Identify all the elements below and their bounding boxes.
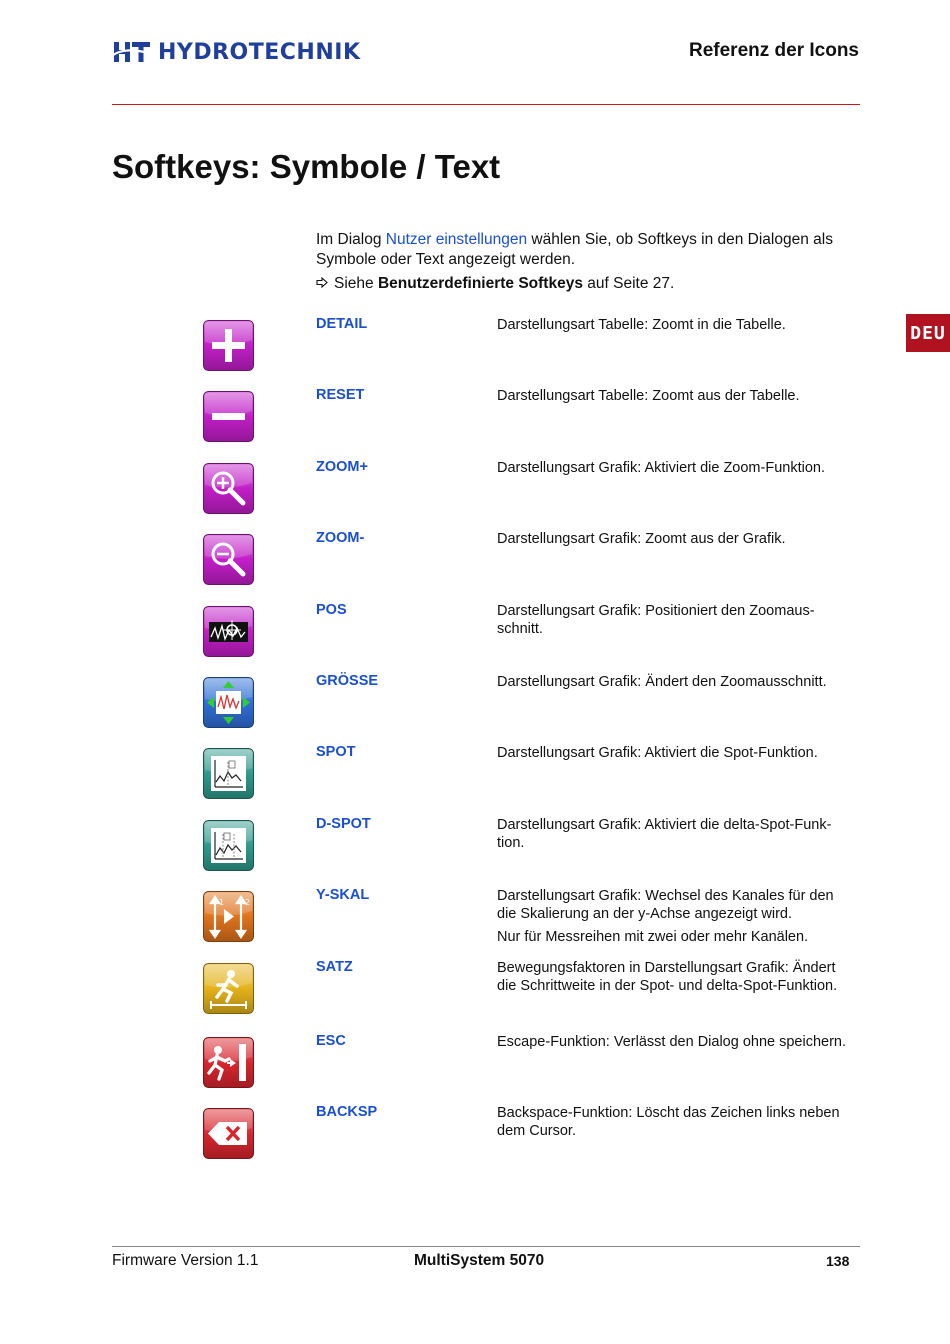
cross-reference <box>316 274 861 294</box>
section-title: Referenz der Icons <box>689 40 859 61</box>
softkey-label: ZOOM+ <box>316 459 368 475</box>
softkey-label: Y-SKAL <box>316 887 370 903</box>
softkey-label: GRÖSSE <box>316 673 379 689</box>
hydrotechnik-logo-mark-icon <box>112 40 152 64</box>
softkey-label: ESC <box>316 1033 346 1049</box>
description-paragraph: Nur für Messreihen mit zwei oder mehr Kanälen. <box>497 929 809 945</box>
ref-prefix: Siehe <box>334 275 378 292</box>
description-paragraph: Darstellungsart Grafik: Aktiviert die Zoom-Funktion. <box>497 460 825 476</box>
softkey-description <box>497 816 852 852</box>
description-paragraph: Darstellungsart Grafik: Aktiviert die Spot-Funktion. <box>497 745 818 761</box>
language-tab: DEU <box>906 314 950 352</box>
softkey-label: DETAIL <box>316 316 368 332</box>
y-scale-icon <box>203 891 254 942</box>
softkey-description <box>497 744 852 762</box>
firmware-version: Firmware Version 1.1 <box>112 1252 259 1269</box>
logo-text: HYDROTECHNIK <box>158 39 361 65</box>
description-paragraph: Darstellungsart Tabelle: Zoomt aus der Tabelle. <box>497 388 800 404</box>
resize-icon <box>203 677 254 728</box>
delta-spot-icon <box>203 820 254 871</box>
spot-icon <box>203 748 254 799</box>
ref-suffix: auf Seite 27. <box>582 275 675 292</box>
softkey-label: BACKSP <box>316 1104 378 1120</box>
ref-target: Benutzerdefinierte Softkeys <box>377 275 583 292</box>
arrow-right-icon <box>316 274 334 294</box>
softkey-label: SATZ <box>316 959 353 975</box>
softkey-label: RESET <box>316 387 365 403</box>
softkey-description <box>497 459 852 477</box>
softkey-description <box>497 959 852 995</box>
page-number: 138 <box>826 1253 850 1269</box>
hydrotechnik-logo <box>112 38 361 66</box>
plus-icon <box>203 320 254 371</box>
header-divider <box>112 104 860 105</box>
intro-text-after: wählen Sie, ob Softkeys in den Dialogen als Symbole oder Text angezeigt werden. <box>316 231 833 268</box>
softkey-description <box>497 530 852 548</box>
description-paragraph: Darstellungsart Tabelle: Zoomt in die Tabelle. <box>497 317 786 333</box>
intro-paragraph <box>316 230 861 270</box>
softkey-label: D-SPOT <box>316 816 371 832</box>
step-runner-icon <box>203 963 254 1014</box>
description-paragraph: Darstellungsart Grafik: Zoomt aus der Grafik. <box>497 531 786 547</box>
softkey-description <box>497 1104 852 1140</box>
description-paragraph: Bewegungsfaktoren in Darstellungsart Grafik: Ändert die Schrittweite in der Spot- und delta-Spot-Funktion. <box>497 960 838 994</box>
intro-text-before: Im Dialog <box>316 231 386 248</box>
zoom-in-icon <box>203 463 254 514</box>
description-paragraph: Escape-Funktion: Verlässt den Dialog ohne speichern. <box>497 1034 847 1050</box>
svg-text:2: 2 <box>245 898 251 907</box>
nutzer-einstellungen-link[interactable]: Nutzer einstellungen <box>385 231 528 248</box>
description-paragraph: Darstellungsart Grafik: Ändert den Zoomausschnitt. <box>497 674 827 690</box>
zoom-out-icon <box>203 534 254 585</box>
intro-text <box>316 230 861 294</box>
softkey-description <box>497 602 852 638</box>
svg-text:1: 1 <box>219 898 225 907</box>
description-paragraph: Darstellungsart Grafik: Wechsel des Kanales für den die Skalierung an der y-Achse angezeigt wird. <box>497 888 834 922</box>
minus-icon <box>203 391 254 442</box>
backspace-icon <box>203 1108 254 1159</box>
footer-divider <box>112 1246 860 1247</box>
position-icon <box>203 606 254 657</box>
softkey-label: ZOOM- <box>316 530 365 546</box>
exit-runner-icon <box>203 1037 254 1088</box>
softkey-description <box>497 387 852 405</box>
softkey-label: POS <box>316 602 347 618</box>
softkey-label: SPOT <box>316 744 356 760</box>
softkey-description <box>497 673 852 691</box>
description-paragraph: Darstellungsart Grafik: Aktiviert die delta-Spot-Funk- tion. <box>497 817 832 851</box>
softkey-description <box>497 316 852 334</box>
page-title: Softkeys: Symbole / Text <box>112 148 501 185</box>
description-paragraph: Darstellungsart Grafik: Positioniert den Zoomaus- schnitt. <box>497 603 815 637</box>
softkey-description <box>497 1033 852 1051</box>
product-name: MultiSystem 5070 <box>414 1252 545 1269</box>
softkey-description <box>497 887 852 946</box>
description-paragraph: Backspace-Funktion: Löscht das Zeichen links neben dem Cursor. <box>497 1105 840 1139</box>
